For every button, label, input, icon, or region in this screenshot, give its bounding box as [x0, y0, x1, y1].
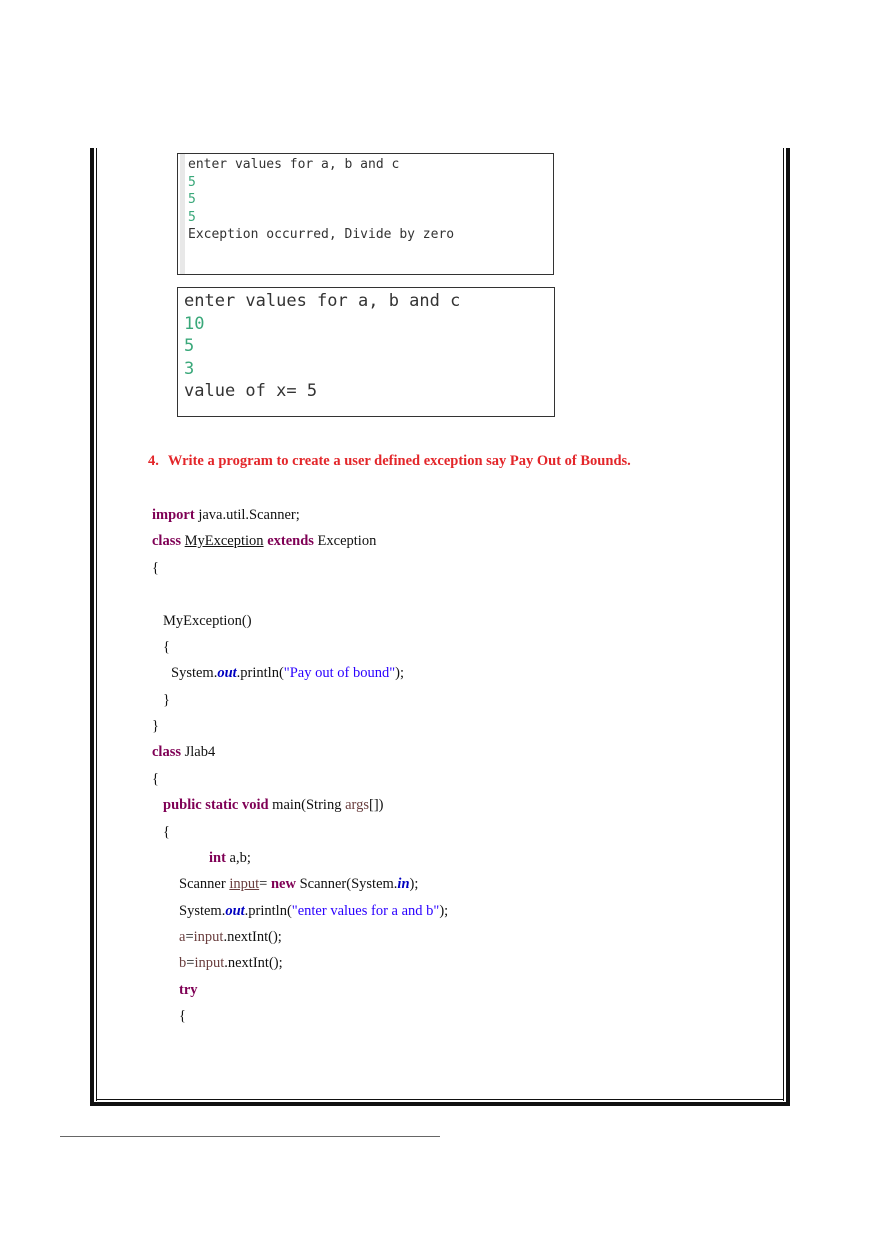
footer-rule: [60, 1136, 440, 1137]
console-line: enter values for a, b and c: [188, 157, 400, 172]
code-line-8: }: [152, 718, 159, 734]
page-border-right-inner: [783, 148, 784, 1101]
code-line-4: MyException(): [163, 613, 252, 629]
console-input-line: 3: [184, 358, 195, 379]
console-output-2: [177, 287, 555, 417]
page-border-right: [786, 148, 790, 1106]
code-line-6: System.out.println("Pay out of bound");: [171, 665, 404, 681]
code-line-17: b=input.nextInt();: [179, 955, 283, 971]
console-input-line: 5: [188, 192, 196, 207]
code-line-19: {: [179, 1008, 186, 1024]
exercise-heading: [148, 453, 631, 470]
console-input-line: 10: [184, 313, 205, 334]
page-border-bottom-inner: [96, 1099, 784, 1100]
code-line-16: a=input.nextInt();: [179, 929, 282, 945]
exercise-title: Write a program to create a user defined exception say Pay Out of Bounds.: [167, 453, 631, 469]
page-border-left-inner: [96, 148, 97, 1101]
code-line-11: public static void main(String args[]): [163, 797, 384, 813]
code-line-12: {: [163, 824, 170, 840]
console-gutter: [180, 154, 185, 274]
page-border-bottom: [90, 1102, 790, 1106]
code-line-10: {: [152, 771, 159, 787]
console-input-line: 5: [188, 174, 196, 190]
code-line-14: Scanner input= new Scanner(System.in);: [179, 876, 419, 892]
page-border-left: [90, 148, 94, 1106]
code-line-1: import java.util.Scanner;: [152, 507, 300, 523]
console-line: value of x= 5: [184, 381, 318, 401]
code-line-9: class Jlab4: [152, 744, 216, 760]
console-input-line: 5: [184, 336, 195, 356]
code-line-5: {: [163, 639, 170, 655]
console-output-1: [177, 153, 554, 275]
code-line-13: int a,b;: [209, 850, 251, 866]
code-line-2: class MyException extends Exception: [152, 533, 377, 549]
console-input-line: 5: [188, 209, 196, 225]
code-line-7: }: [163, 692, 170, 708]
console-line: enter values for a, b and c: [184, 291, 461, 311]
code-line-15: System.out.println("enter values for a and b");: [179, 903, 449, 919]
console-line: Exception occurred, Divide by zero: [188, 227, 455, 242]
code-line-18: try: [179, 982, 198, 998]
exercise-number: 4.: [148, 453, 159, 469]
code-line-3: {: [152, 560, 159, 576]
